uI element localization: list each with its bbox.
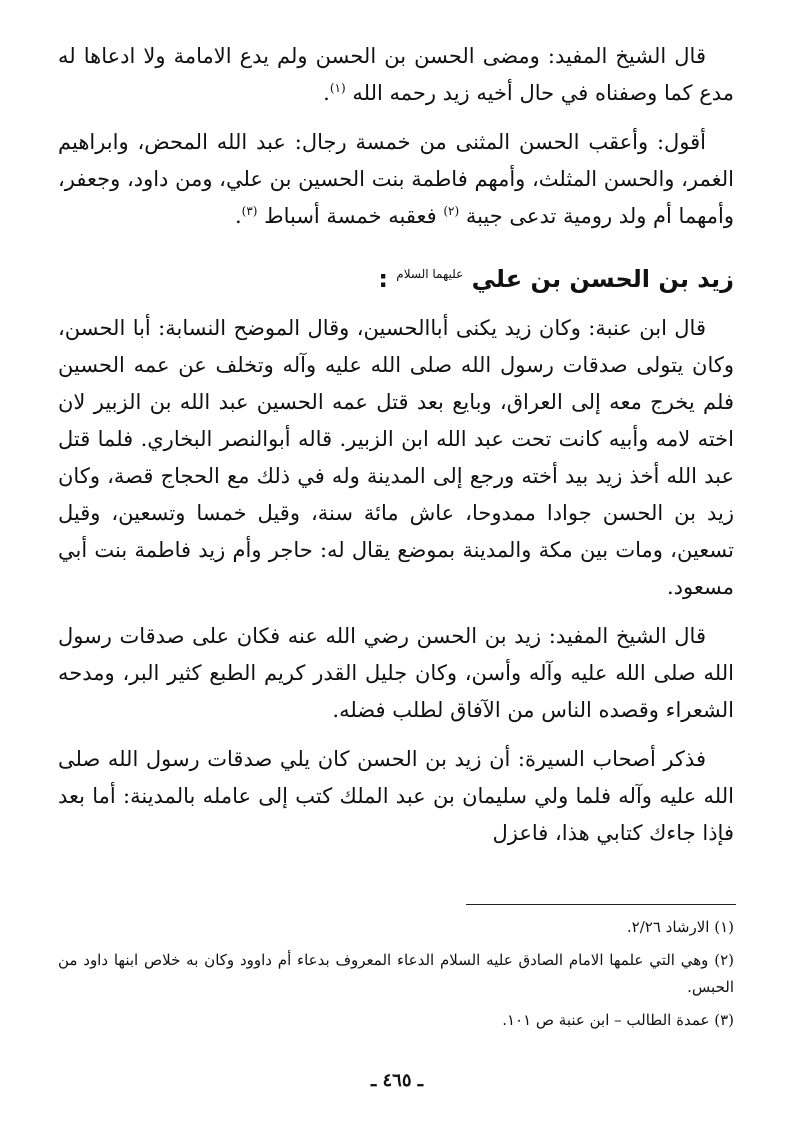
- footnotes: [58, 914, 734, 1040]
- section-heading-text: زيد بن الحسن بن علي: [471, 265, 734, 293]
- paragraph-4: قال الشيخ المفيد: زيد بن الحسن رضي الله عنه فكان على صدقات رسول الله صلى الله عليه وآله وأسن، وكان جليل القدر كريم الطبع كثير البر، ومدحه الشعراء وقصده الناس من الآفاق لطلب فضله.: [58, 624, 734, 722]
- paragraph-2-end: .: [234, 204, 242, 228]
- section-heading-colon: :: [378, 265, 388, 293]
- paragraph-2: [58, 124, 734, 235]
- paragraph-5: فذكر أصحاب السيرة: أن زيد بن الحسن كان يلي صدقات رسول الله صلى الله عليه وآله فلما ولي سليمان بن عبد الملك كتب إلى عامله بالمدينة: أما بعد فإذا جاءك كتابي هذا، فاعزل: [58, 747, 734, 845]
- footnote-2: (٢) وهي التي علمها الامام الصادق عليه السلام الدعاء المعروف بدعاء أم داوود وكان به خلاص ابنها داود من الحبس.: [58, 951, 734, 996]
- page-number: ـ ٤٦٥ ـ: [370, 1070, 424, 1091]
- footnote-1: (١) الارشاد ٢/٢٦.: [626, 918, 734, 936]
- footnote-3: (٣) عمدة الطالب – ابن عنبة ص ١٠١.: [502, 1011, 734, 1029]
- paragraph-1-end: .: [323, 81, 330, 105]
- footnote-ref-1: (١): [329, 81, 346, 95]
- paragraph-2-text-b: فعقبه خمسة أسباط: [264, 204, 437, 228]
- paragraph-2-text-a: أقول: وأعقب الحسن المثنى من خمسة رجال: عبد الله المحض، وابراهيم الغمر، والحسن المثلث، وأمهم فاطمة بنت الحسين بن علي، ومن داود، وجعفر، وأمهما أم ولد رومية تدعى جيبة: [58, 130, 734, 228]
- section-heading: [58, 257, 734, 296]
- footnote-separator: [466, 904, 736, 905]
- footnote-ref-3: (٣): [241, 204, 258, 218]
- paragraph-1-text: قال الشيخ المفيد: ومضى الحسن بن الحسن ولم يدع الامامة ولا ادعاها له مدع كما وصفناه في حال أخيه زيد رحمه الله: [58, 44, 734, 105]
- paragraph-3: قال ابن عنبة: وكان زيد يكنى أباالحسين، وقال الموضح النسابة: أبا الحسن، وكان يتولى صدقات رسول الله صلى الله عليه وآله وتخلف عن عمه الحسين فلم يخرج معه إلى العراق، وبايع بعد قتل عمه الحسين عبد الله بن الزبير لان اخته لامه وأبيه كانت تحت عبد الله ابن الزبير. قاله أبوالنصر البخاري. فلما قتل عبد الله أخذ زيد بيد أخته ورجع إلى المدينة وله في ذلك مع الحجاج قصة، وكان زيد بن الحسن جوادا ممدوحا، عاش مائة سنة، وقيل خمسا وتسعين، وقيل تسعين، ومات بين مكة والمدينة بموضع يقال له: حاجر وأم زيد فاطمة بنت أبي مسعود.: [58, 316, 734, 599]
- page-body: [58, 38, 734, 864]
- paragraph-1: [58, 38, 734, 112]
- honorific-mark: عليهما السلام: [396, 267, 464, 281]
- footnote-ref-2: (٢): [443, 204, 460, 218]
